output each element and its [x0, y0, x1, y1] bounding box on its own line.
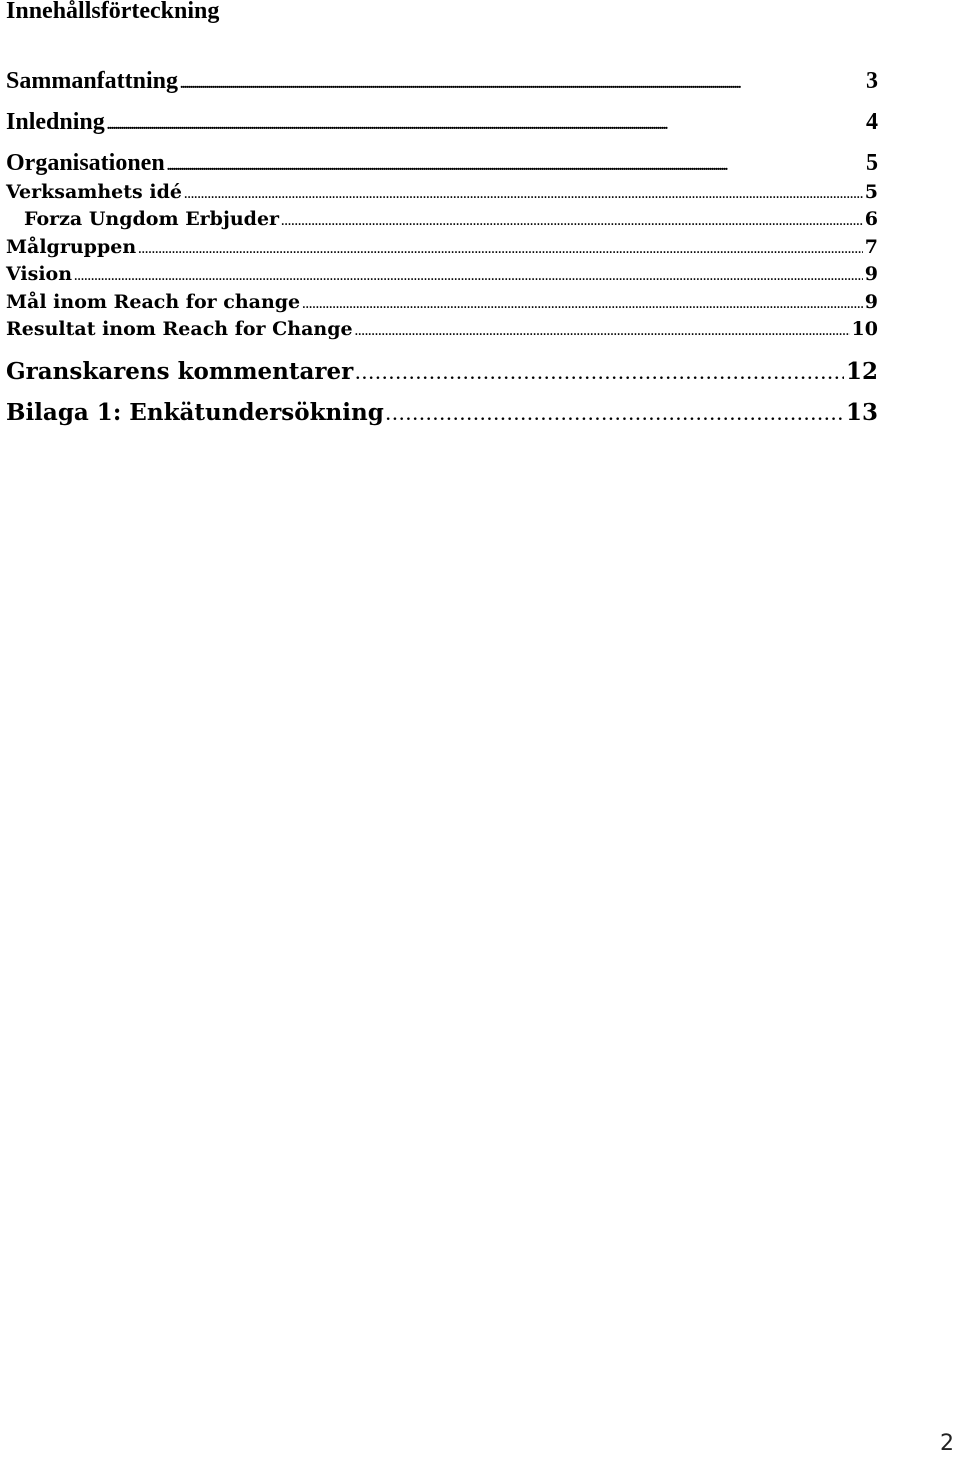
- toc-entry-mal-inom-reach-for-change[interactable]: [6, 291, 878, 313]
- toc-entry-page: 3: [866, 68, 878, 94]
- toc-entry-page: 9: [864, 291, 878, 313]
- toc-entry-verksamhets-ide[interactable]: [6, 181, 878, 203]
- toc-entry-title: Vision: [6, 263, 73, 285]
- toc-entry-title: Verksamhets idé: [6, 181, 182, 203]
- toc-entry-bilaga-1[interactable]: [6, 399, 878, 426]
- page-number: 2: [940, 1431, 954, 1456]
- toc-entry-page: 10: [851, 318, 878, 340]
- toc-entry-title: Målgruppen: [6, 236, 137, 258]
- toc-entry-title: Resultat inom Reach for Change: [6, 318, 353, 340]
- dot-leader: [138, 245, 863, 256]
- toc-entry-page: 6: [864, 208, 878, 230]
- dot-leader: [180, 77, 864, 93]
- toc-entry-title: Inledning: [6, 109, 105, 135]
- toc-entry-title: Bilaga 1: Enkätundersökning: [6, 399, 384, 426]
- toc-entry-page: 12: [845, 358, 878, 385]
- dot-leader: [167, 159, 864, 175]
- toc-entry-page: 4: [866, 109, 878, 135]
- toc-entry-title: Organisationen: [6, 150, 165, 176]
- dot-leader: [107, 118, 864, 134]
- toc-entry-page: 13: [845, 399, 878, 426]
- toc-entry-organisationen[interactable]: [6, 150, 878, 177]
- toc-entry-page: 9: [864, 263, 878, 285]
- toc-entry-title: Mål inom Reach for change: [6, 291, 301, 313]
- toc-heading: Innehållsförteckning: [6, 0, 220, 24]
- toc-entry-vision[interactable]: [6, 263, 878, 285]
- toc-entry-forza-ungdom-erbjuder[interactable]: [24, 208, 878, 230]
- toc-entry-page: 5: [864, 181, 878, 203]
- dot-leader: [184, 190, 863, 201]
- toc-entry-resultat-inom-reach-for-change[interactable]: [6, 318, 878, 340]
- toc-entry-page: 7: [864, 236, 878, 258]
- dot-leader: [386, 408, 844, 424]
- toc-entry-inledning[interactable]: [6, 109, 878, 136]
- dot-leader: [355, 367, 844, 383]
- toc-entry-title: Forza Ungdom Erbjuder: [24, 208, 280, 230]
- dot-leader: [302, 300, 863, 311]
- dot-leader: [281, 217, 863, 228]
- dot-leader: [355, 327, 850, 338]
- toc-entry-page: 5: [866, 150, 878, 176]
- toc-entry-malgruppen[interactable]: [6, 236, 878, 258]
- dot-leader: [74, 272, 863, 283]
- toc-entry-title: Granskarens kommentarer: [6, 358, 354, 385]
- toc-entry-granskarens-kommentarer[interactable]: [6, 358, 878, 385]
- toc-entry-sammanfattning[interactable]: [6, 68, 878, 95]
- toc-entry-title: Sammanfattning: [6, 68, 179, 94]
